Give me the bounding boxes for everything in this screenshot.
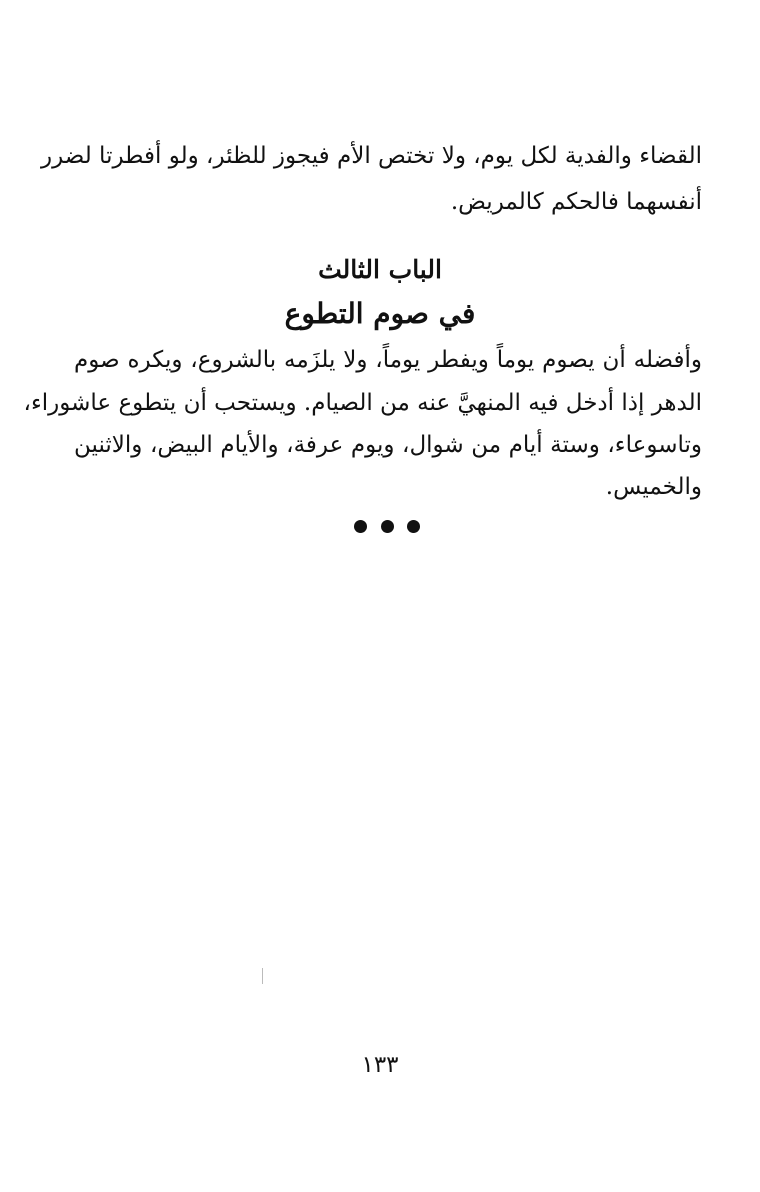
separator-dot	[381, 520, 394, 533]
chapter-title: الباب الثالث	[318, 255, 442, 284]
page-number: ١٣٣	[361, 1052, 399, 1078]
top-paragraph-line-1: القضاء والفدية لكل يوم، ولا تختص الأم فيجوز للظئر، ولو أفطرتا لضرر	[41, 143, 702, 169]
body-paragraph-line-1: وأفضله أن يصوم يوماً ويفطر يوماً، ولا يلزَمه بالشروع، ويكره صوم	[74, 347, 702, 373]
separator-dot	[354, 520, 367, 533]
section-separator	[354, 518, 420, 534]
chapter-subtitle: في صوم التطوع	[284, 297, 476, 330]
body-paragraph-line-2: الدهر إذا أدخل فيه المنهيَّ عنه من الصيام. ويستحب أن يتطوع عاشوراء،	[23, 390, 702, 416]
scan-speck	[262, 968, 263, 984]
body-paragraph-line-3: وتاسوعاء، وستة أيام من شوال، ويوم عرفة، والأيام البيض، والاثنين	[74, 432, 702, 458]
separator-dot	[407, 520, 420, 533]
top-paragraph-line-2: أنفسهما فالحكم كالمريض.	[450, 189, 702, 215]
body-paragraph-line-4: والخميس.	[605, 474, 702, 500]
